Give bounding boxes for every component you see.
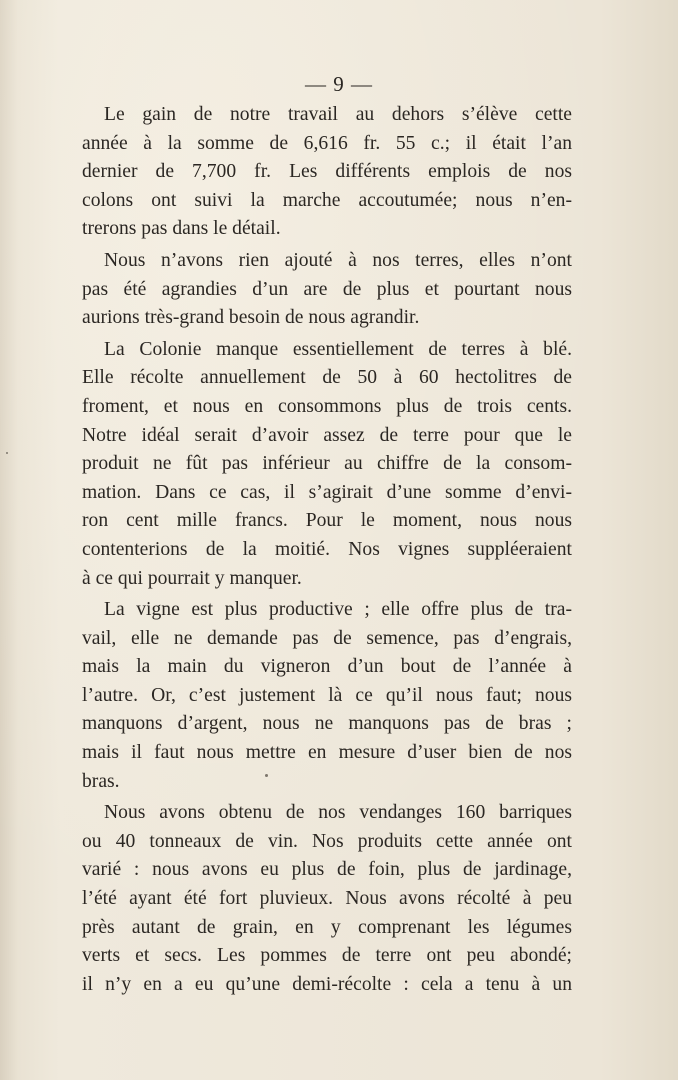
text-line: varié : nous avons eu plus de foin, plus de jardinage, (82, 859, 572, 881)
text-line: Nous avons obtenu de nos vendanges 160 barriques (104, 802, 572, 824)
text-line: produit ne fût pas inférieur au chiffre de la consom- (82, 453, 572, 475)
text-line: année à la somme de 6,616 fr. 55 c.; il était l’an (82, 132, 572, 154)
paragraph (82, 596, 572, 796)
text-line: Notre idéal serait d’avoir assez de terre pour que le (82, 424, 572, 446)
page-number: — 9 — (305, 72, 373, 96)
text-line: verts et secs. Les pommes de terre ont peu abondé; (82, 945, 572, 967)
text-line: vail, elle ne demande pas de semence, pas d’engrais, (82, 627, 572, 649)
text-line: Elle récolte annuellement de 50 à 60 hectolitres de (82, 367, 572, 389)
text-line: mation. Dans ce cas, il s’agirait d’une somme d’envi- (82, 481, 572, 503)
text-line: ron cent mille francs. Pour le moment, nous nous (82, 510, 572, 532)
text-line: contenterions de la moitié. Nos vignes suppléeraient (82, 538, 572, 560)
text-line: Nous n’avons rien ajouté à nos terres, elles n’ont (104, 249, 572, 271)
paragraph (82, 247, 572, 333)
text-line: mais la main du vigneron d’un bout de l’année à (82, 656, 572, 678)
text-line: mais il faut nous mettre en mesure d’user bien de nos (82, 742, 572, 764)
text-line: La vigne est plus productive ; elle offre plus de tra- (104, 599, 572, 621)
text-line: trerons pas dans le détail. (82, 218, 281, 240)
text-line: pas été agrandies d’un are de plus et pourtant nous (82, 278, 572, 300)
paper-speck (6, 452, 8, 454)
text-line: manquons d’argent, nous ne manquons pas de bras ; (82, 713, 572, 735)
text-line: La Colonie manque essentiellement de terres à blé. (104, 338, 572, 360)
text-line: l’été ayant été fort pluvieux. Nous avons récolté à peu (82, 888, 572, 910)
text-line: Le gain de notre travail au dehors s’élève cette (104, 104, 572, 125)
text-line: l’autre. Or, c’est justement là ce qu’il nous faut; nous (82, 684, 572, 706)
text-line: à ce qui pourrait y manquer. (82, 567, 302, 589)
text-line: ou 40 tonneaux de vin. Nos produits cette année ont (82, 830, 572, 852)
paragraph (82, 336, 572, 593)
text-line: bras. (82, 770, 120, 792)
paragraph (82, 101, 572, 244)
paragraph (82, 799, 572, 999)
text-line: dernier de 7,700 fr. Les différents emplois de nos (82, 161, 572, 183)
text-line: près autant de grain, en y comprenant les légumes (82, 916, 572, 938)
body-text (82, 101, 572, 1002)
text-line: colons ont suivi la marche accoutumée; nous n’en- (82, 189, 572, 211)
paper-speck (265, 774, 268, 777)
text-line: aurions très-grand besoin de nous agrandir. (82, 307, 420, 329)
text-line: il n’y en a eu qu’une demi-récolte : cela a tenu à un (82, 973, 572, 995)
text-line: froment, et nous en consommons plus de trois cents. (82, 395, 572, 417)
